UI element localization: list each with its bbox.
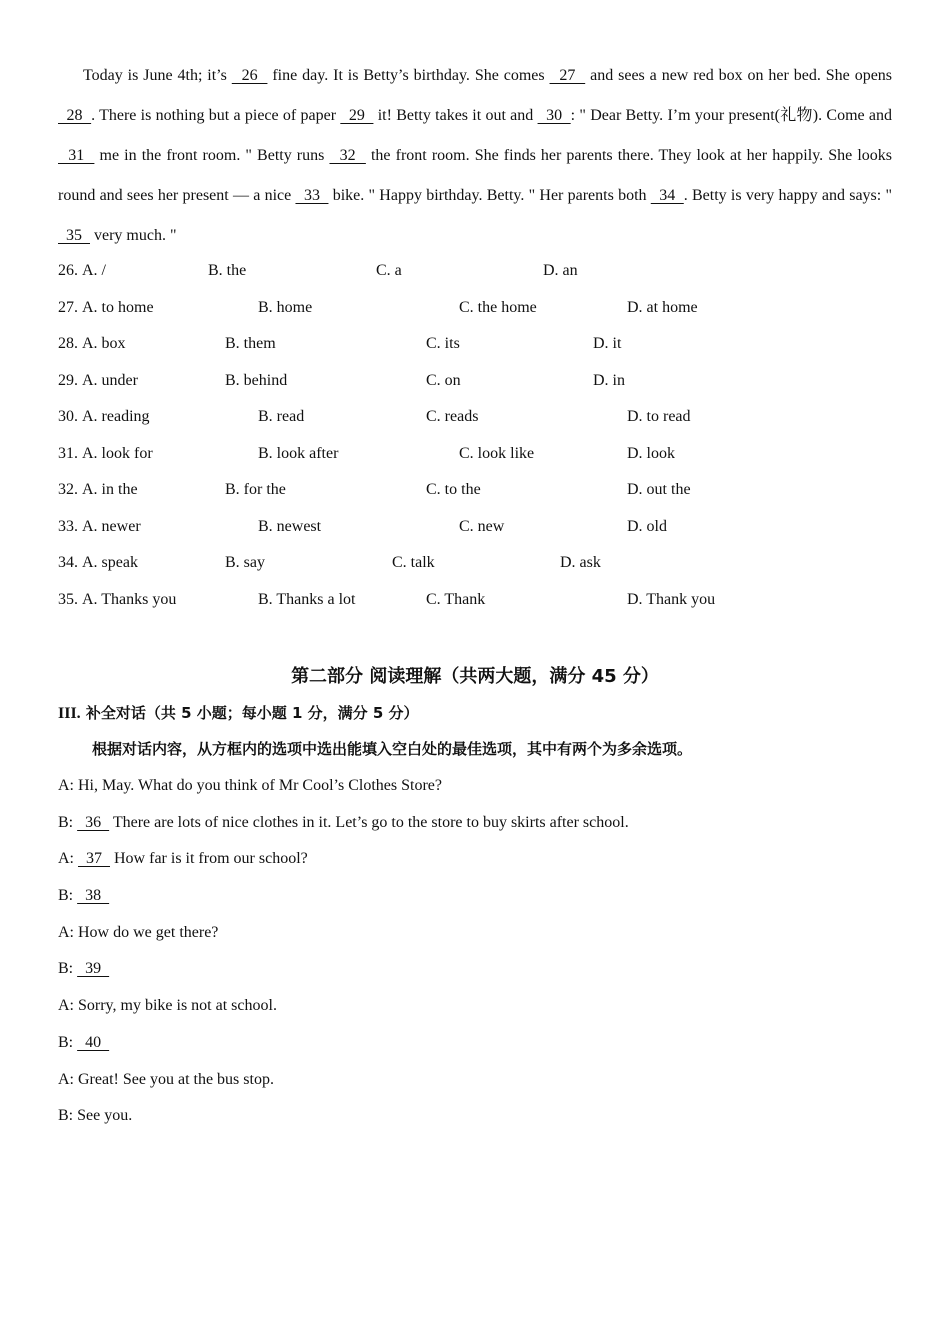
answer-option: D. ask xyxy=(560,554,601,571)
passage-text: fine day. It is Betty’s birthday. She comes xyxy=(267,67,550,84)
answer-option: B. for the xyxy=(225,481,286,498)
cloze-blank: 29 xyxy=(340,107,374,124)
cloze-blank: 27 xyxy=(549,67,586,84)
answer-option: D. it xyxy=(593,335,622,352)
speaker-label: B: xyxy=(58,960,78,978)
passage-text: Today is June 4th; it’s xyxy=(83,67,232,84)
answer-option: A. speak xyxy=(82,554,138,571)
answer-option: C. Thank xyxy=(426,590,486,608)
dialog-line xyxy=(58,768,892,805)
answer-option: C. reads xyxy=(426,408,479,425)
speaker-label: B: xyxy=(58,813,78,831)
speaker-label: A: xyxy=(58,1070,78,1088)
dialog-line xyxy=(58,951,892,988)
dialog-blank: 40 xyxy=(77,1033,110,1051)
answer-option: B. them xyxy=(225,335,276,352)
question-number: 32. xyxy=(58,481,78,498)
dialog-blank: 38 xyxy=(77,887,110,905)
answer-option: A. under xyxy=(82,371,138,389)
answer-option: C. a xyxy=(376,262,402,279)
question-row xyxy=(58,329,892,366)
dialog-line xyxy=(58,915,892,952)
answer-option: B. behind xyxy=(225,371,288,389)
cloze-blank: 34 xyxy=(650,187,684,204)
answer-option: D. out the xyxy=(627,481,691,498)
dialog-line xyxy=(58,805,892,842)
answer-option: D. old xyxy=(627,517,667,535)
answer-option: B. the xyxy=(208,262,247,279)
dialog-text: How do we get there? xyxy=(78,923,219,941)
answer-option: B. newest xyxy=(258,517,322,535)
subsection-title xyxy=(58,695,892,731)
answer-option: D. at home xyxy=(627,298,698,316)
answer-option: C. to the xyxy=(426,481,481,498)
answer-option: B. read xyxy=(258,408,305,425)
question-number: 30. xyxy=(58,408,78,425)
dialog-text: Hi, May. What do you think of Mr Cool’s Clothes Store? xyxy=(78,777,442,794)
subsection-number: III. xyxy=(58,705,81,722)
question-row xyxy=(58,475,892,512)
answer-option: A. Thanks you xyxy=(82,590,177,608)
answer-option: B. say xyxy=(225,554,265,571)
dialog-blank: 37 xyxy=(78,850,110,868)
cloze-blank: 28 xyxy=(58,107,92,124)
cloze-blank: 32 xyxy=(329,147,366,164)
answer-option: D. in xyxy=(593,371,625,389)
dialog-text: How far is it from our school? xyxy=(110,850,308,868)
cloze-blank: 35 xyxy=(58,227,90,244)
dialog-line xyxy=(58,1025,892,1062)
question-number: 29. xyxy=(58,371,78,389)
question-row xyxy=(58,293,892,330)
cloze-blank: 31 xyxy=(58,147,95,164)
cloze-passage xyxy=(58,56,892,256)
answer-option: A. in the xyxy=(82,481,138,498)
speaker-label: A: xyxy=(58,850,78,868)
question-row xyxy=(58,366,892,403)
instruction-text: 根据对话内容，从方框内的选项中选出能填入空白处的最佳选项，其中有两个为多余选项。 xyxy=(92,740,693,758)
question-number: 28. xyxy=(58,335,78,352)
answer-option: A. / xyxy=(82,262,106,279)
question-number: 31. xyxy=(58,444,78,462)
speaker-label: B: xyxy=(58,1107,78,1125)
section-title: 第二部分 阅读理解（共两大题，满分 45 分） xyxy=(291,666,659,687)
speaker-label: B: xyxy=(58,1033,78,1051)
speaker-label: A: xyxy=(58,923,78,941)
dialog xyxy=(58,768,892,1135)
question-number: 35. xyxy=(58,590,78,608)
answer-option: A. reading xyxy=(82,408,150,425)
answer-option: D. an xyxy=(543,262,578,279)
passage-text: : " Dear Betty. I’m your present(礼物). Come and xyxy=(570,107,893,124)
cloze-blank: 26 xyxy=(231,67,268,84)
dialog-blank: 39 xyxy=(77,960,110,978)
question-row xyxy=(58,256,892,293)
question-list xyxy=(58,256,892,621)
question-row xyxy=(58,402,892,439)
dialog-blank: 36 xyxy=(77,813,110,831)
passage-text: and sees a new red box on her bed. She opens xyxy=(585,67,893,84)
answer-option: C. its xyxy=(426,335,460,352)
answer-option: A. box xyxy=(82,335,126,352)
dialog-line xyxy=(58,1098,892,1135)
question-row xyxy=(58,585,892,622)
answer-option: A. to home xyxy=(82,298,154,316)
passage-text: . There is nothing but a piece of paper xyxy=(91,107,341,124)
dialog-text: Great! See you at the bus stop. xyxy=(78,1070,274,1088)
question-number: 27. xyxy=(58,298,78,316)
passage-text: it! Betty takes it out and xyxy=(373,107,538,124)
question-number: 26. xyxy=(58,262,78,279)
exam-page xyxy=(58,56,892,1135)
passage-text: . Betty is very happy and says: " xyxy=(683,187,893,204)
question-row xyxy=(58,512,892,549)
passage-text: very much. " xyxy=(90,227,177,244)
question-row xyxy=(58,548,892,585)
answer-option: C. talk xyxy=(392,554,435,571)
answer-option: D. look xyxy=(627,444,675,462)
cloze-blank: 30 xyxy=(537,107,571,124)
passage-text: me in the front room. " Betty runs xyxy=(94,147,330,164)
dialog-line xyxy=(58,878,892,915)
answer-option: B. look after xyxy=(258,444,339,462)
answer-option: A. newer xyxy=(82,517,141,535)
answer-option: D. Thank you xyxy=(627,590,716,608)
speaker-label: A: xyxy=(58,777,78,794)
answer-option: B. Thanks a lot xyxy=(258,590,356,608)
answer-option: B. home xyxy=(258,298,313,316)
dialog-text: Sorry, my bike is not at school. xyxy=(78,997,277,1015)
answer-option: C. the home xyxy=(459,298,537,316)
answer-option: C. on xyxy=(426,371,461,389)
speaker-label: A: xyxy=(58,997,78,1015)
subsection-label: 补全对话（共 5 小题；每小题 1 分，满分 5 分） xyxy=(80,704,419,722)
cloze-blank: 33 xyxy=(295,187,329,204)
dialog-text: There are lots of nice clothes in it. Let’s go to the store to buy skirts after school. xyxy=(109,813,629,831)
passage-text: the front room. She finds her parents there. They look at her happily. She looks round and sees her present — a nice xyxy=(58,147,893,204)
question-row xyxy=(58,439,892,476)
answer-option: D. to read xyxy=(627,408,691,425)
dialog-text: See you. xyxy=(77,1107,133,1125)
speaker-label: B: xyxy=(58,887,78,905)
answer-option: C. look like xyxy=(459,444,535,462)
dialog-line xyxy=(58,988,892,1025)
passage-text: bike. " Happy birthday. Betty. " Her parents both xyxy=(328,187,651,204)
question-number: 33. xyxy=(58,517,78,535)
answer-option: C. new xyxy=(459,517,505,535)
question-number: 34. xyxy=(58,554,78,571)
dialog-line xyxy=(58,841,892,878)
dialog-line xyxy=(58,1062,892,1099)
answer-option: A. look for xyxy=(82,444,153,462)
